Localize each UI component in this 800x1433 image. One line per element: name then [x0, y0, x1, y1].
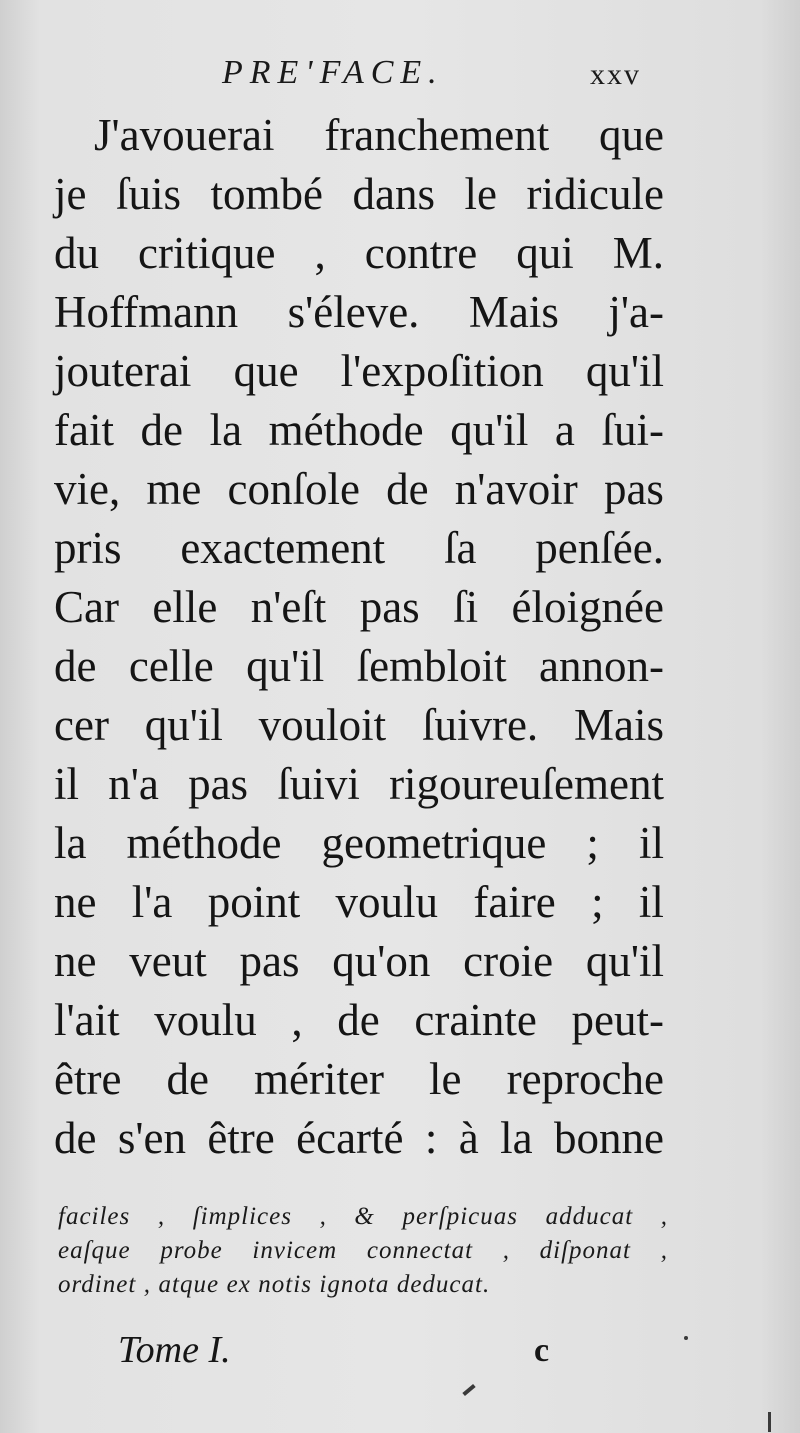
text-line	[54, 519, 664, 578]
word: ne	[54, 936, 97, 986]
word: voulu	[335, 877, 439, 927]
word: Mais	[468, 287, 559, 337]
word: fait	[54, 405, 114, 455]
word: faciles	[58, 1203, 131, 1230]
word: de	[166, 1054, 209, 1104]
word: connectat	[366, 1237, 474, 1264]
text-line	[54, 1050, 664, 1109]
word: ,	[660, 1237, 668, 1264]
running-head: PRE'FACE.	[222, 54, 444, 91]
text-line	[54, 696, 664, 755]
word: ſembloit	[356, 641, 507, 691]
text-line	[54, 873, 664, 932]
word: veut	[129, 936, 207, 986]
word: perſpicuas	[402, 1203, 518, 1230]
word: ordinet	[58, 1271, 137, 1298]
word: qu'il	[585, 936, 664, 986]
text-line	[54, 460, 664, 519]
word: ,	[502, 1237, 510, 1264]
word: méthode	[126, 818, 282, 868]
ink-speck	[462, 1384, 475, 1396]
word: ;	[586, 818, 599, 868]
word: qu'il	[585, 346, 664, 396]
word: conſole	[227, 464, 360, 514]
word: rigoureuſement	[389, 759, 664, 809]
word: dans	[352, 169, 435, 219]
text-line	[54, 932, 664, 991]
footnote	[58, 1200, 668, 1302]
page-number: xxv	[590, 58, 641, 91]
word: tombé	[210, 169, 323, 219]
word: l'expoſition	[340, 346, 544, 396]
word: du	[54, 228, 99, 278]
word: ,	[291, 995, 303, 1045]
word: que	[233, 346, 299, 396]
word: ridicule	[526, 169, 664, 219]
word: s'en	[117, 1113, 186, 1163]
ink-speck	[768, 1412, 771, 1432]
word: ſi	[453, 582, 479, 632]
page-header	[0, 54, 800, 104]
word: faire	[473, 877, 556, 927]
word: ſuivi	[277, 759, 360, 809]
word: :	[424, 1113, 438, 1163]
word: adducat	[545, 1203, 634, 1230]
text-line	[54, 1109, 664, 1168]
word: qui	[516, 228, 574, 278]
word: ,	[319, 1203, 327, 1230]
word: n'eſt	[250, 582, 327, 632]
word: M.	[612, 228, 664, 278]
word: de	[54, 1113, 97, 1163]
body-text	[54, 106, 664, 1168]
word: ,	[314, 228, 326, 278]
word: méthode	[268, 405, 424, 455]
word: ſui-	[601, 405, 664, 455]
word: ſuivre.	[421, 700, 539, 750]
word: penſée.	[535, 523, 664, 573]
page-footer	[0, 1328, 800, 1378]
word: ſimplices	[192, 1203, 292, 1230]
word: notis	[258, 1271, 312, 1298]
footnote-line	[58, 1268, 668, 1302]
word: crainte	[414, 995, 537, 1045]
text-line	[54, 991, 664, 1050]
word: qu'il	[246, 641, 325, 691]
word: point	[207, 877, 301, 927]
word: j'a-	[608, 287, 664, 337]
word: deducat.	[396, 1271, 491, 1298]
word: ſuis	[115, 169, 182, 219]
word: pas	[188, 759, 249, 809]
word: pas	[239, 936, 300, 986]
word: le	[464, 169, 497, 219]
word: de	[140, 405, 184, 455]
word: de	[337, 995, 380, 1045]
text-line	[54, 401, 664, 460]
text-line	[54, 342, 664, 401]
word: qu'il	[144, 700, 223, 750]
word: J'avouerai	[94, 110, 275, 160]
word: éloignée	[511, 582, 664, 632]
word: de	[54, 641, 97, 691]
word: ;	[591, 877, 604, 927]
word: a	[554, 405, 575, 455]
word: s'éleve.	[287, 287, 420, 337]
word: n'avoir	[454, 464, 578, 514]
word: invicem	[252, 1237, 338, 1264]
text-line	[54, 224, 664, 283]
word: l'a	[131, 877, 173, 927]
word: ,	[143, 1271, 152, 1298]
word: il	[54, 759, 80, 809]
word: jouterai	[54, 346, 192, 396]
word: elle	[152, 582, 218, 632]
word: ſa	[444, 523, 477, 573]
word: la	[209, 405, 243, 455]
word: cer	[54, 700, 109, 750]
word: peut-	[571, 995, 664, 1045]
text-line	[54, 814, 664, 873]
word: ,	[660, 1203, 668, 1230]
footnote-line	[58, 1200, 668, 1234]
word: contre	[364, 228, 478, 278]
word: croie	[463, 936, 554, 986]
word: que	[599, 110, 664, 160]
word: probe	[160, 1237, 223, 1264]
word: pris	[54, 523, 122, 573]
word: ,	[157, 1203, 166, 1230]
word: diſponat	[539, 1237, 631, 1264]
word: ignota	[319, 1271, 390, 1298]
word: celle	[128, 641, 214, 691]
word: franchement	[324, 110, 550, 160]
word: bonne	[554, 1113, 664, 1163]
footnote-line	[58, 1234, 668, 1268]
word: vouloit	[258, 700, 387, 750]
word: me	[146, 464, 202, 514]
word: &	[354, 1203, 375, 1230]
word: il	[638, 818, 664, 868]
text-line	[54, 755, 664, 814]
text-line	[54, 578, 664, 637]
word: qu'on	[332, 936, 431, 986]
word: pas	[603, 464, 664, 514]
word: être	[54, 1054, 122, 1104]
word: Hoffmann	[54, 287, 239, 337]
text-line	[54, 637, 664, 696]
word: n'a	[108, 759, 159, 809]
word: exactement	[180, 523, 386, 573]
word: Mais	[573, 700, 664, 750]
word: geometrique	[321, 818, 547, 868]
volume-mark: Tome I.	[118, 1329, 231, 1371]
word: ex	[226, 1271, 251, 1298]
word: qu'il	[450, 405, 529, 455]
word: voulu	[154, 995, 257, 1045]
word: l'ait	[54, 995, 120, 1045]
word: eaſque	[58, 1237, 131, 1264]
text-line	[54, 165, 664, 224]
word: il	[638, 877, 664, 927]
word: le	[429, 1054, 462, 1104]
ink-speck	[684, 1336, 688, 1340]
word: ne	[54, 877, 97, 927]
word: de	[386, 464, 429, 514]
word: à	[458, 1113, 479, 1163]
word: atque	[158, 1271, 220, 1298]
word: Car	[54, 582, 119, 632]
word: être	[207, 1113, 275, 1163]
word: mériter	[254, 1054, 384, 1104]
signature-mark: c	[534, 1332, 550, 1369]
word: annon-	[538, 641, 664, 691]
word: écarté	[296, 1113, 404, 1163]
word: je	[54, 169, 87, 219]
word: vie,	[54, 464, 121, 514]
word: reproche	[506, 1054, 664, 1104]
word: la	[500, 1113, 533, 1163]
word: critique	[138, 228, 276, 278]
word: la	[54, 818, 87, 868]
text-line	[54, 106, 664, 165]
word: pas	[359, 582, 420, 632]
text-line	[54, 283, 664, 342]
